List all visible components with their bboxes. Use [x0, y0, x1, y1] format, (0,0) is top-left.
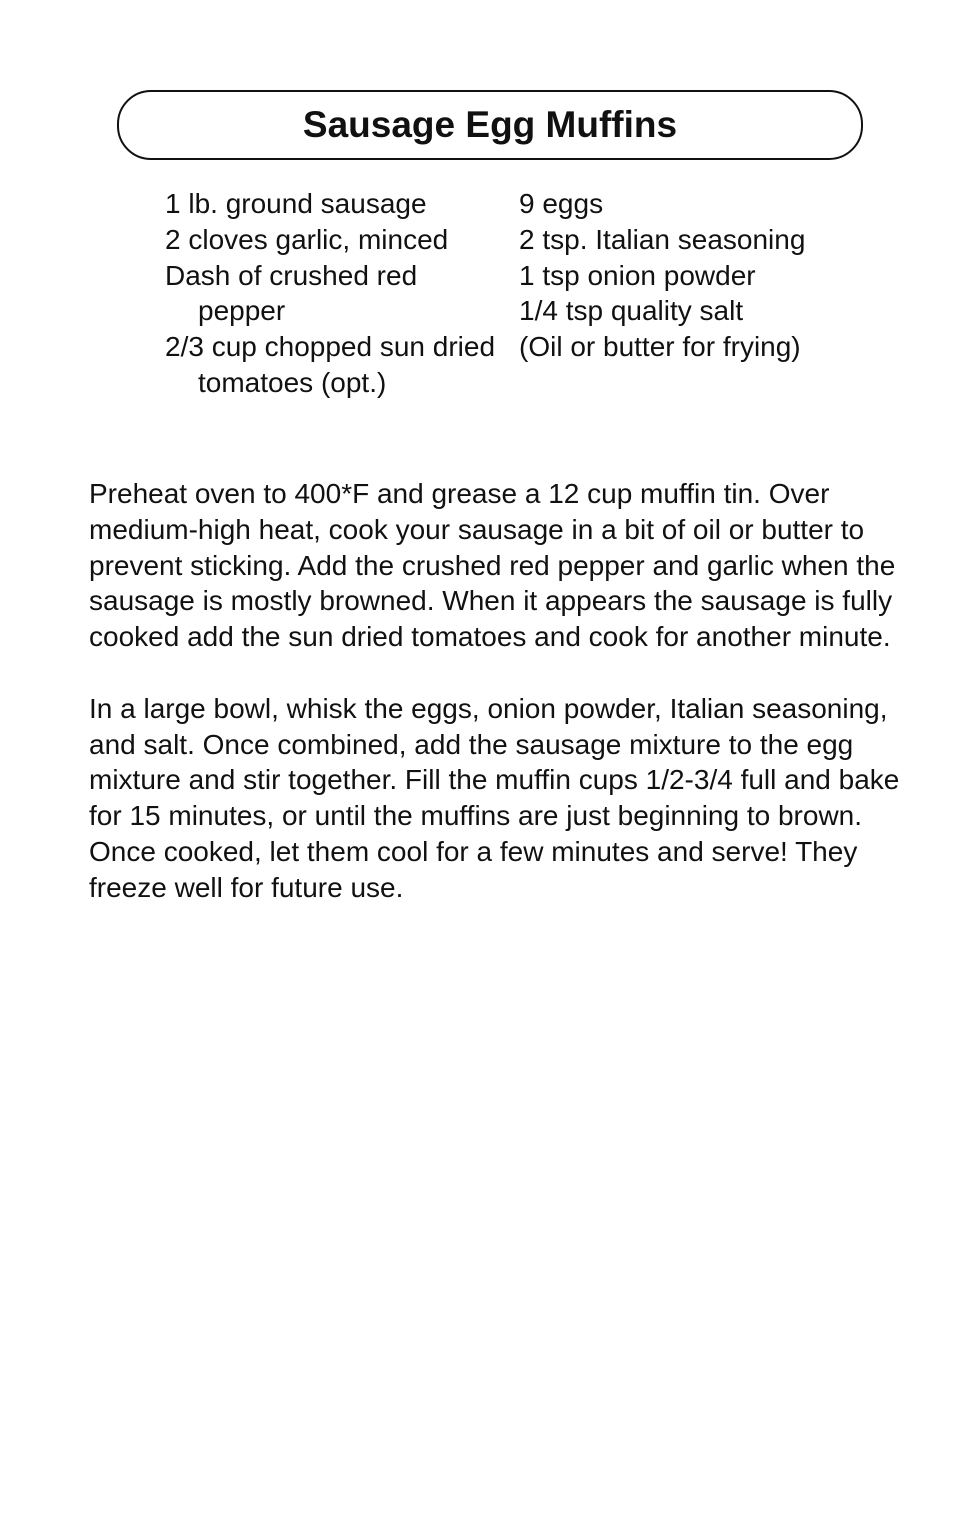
recipe-title: Sausage Egg Muffins — [302, 104, 678, 145]
ingredient-item: 1 lb. ground sausage — [165, 188, 427, 219]
ingredient-item: 2 cloves garlic, minced — [165, 223, 449, 255]
title-box — [117, 90, 863, 160]
instructions-section — [89, 476, 919, 941]
ingredient-item: 1 tsp onion powder — [519, 259, 756, 291]
ingredients-left-column — [165, 186, 505, 401]
instruction-paragraph: In a large bowl, whisk the eggs, onion powder, Italian seasoning, and salt. Once combined, add the sausage mixture to the egg mixture and stir together. Fill the muffin cups 1/2-3/4 full and bake for 15 minutes, or until the muffins are just beginning to brown. Once cooked, let them cool for a few minutes and serve! They freeze well for future use. — [89, 692, 900, 903]
ingredient-item: 2 tsp. Italian seasoning — [519, 223, 806, 255]
ingredient-item: 1/4 tsp quality salt — [519, 295, 744, 327]
ingredient-item: 2/3 cup chopped sun dried tomatoes (opt.) — [165, 331, 496, 398]
ingredient-item: (Oil or butter for frying) — [519, 331, 801, 363]
instruction-paragraph: Preheat oven to 400*F and grease a 12 cup muffin tin. Over medium-high heat, cook your sausage in a bit of oil or butter to prevent sticking. Add the crushed red pepper and garlic when the sausage is mostly browned. When it appears the sausage is fully cooked add the sun dried tomatoes and cook for another minute. — [89, 478, 896, 653]
ingredient-item: 9 eggs — [519, 188, 604, 219]
ingredients-right-column — [519, 186, 899, 365]
ingredient-item: Dash of crushed red pepper — [165, 259, 418, 327]
